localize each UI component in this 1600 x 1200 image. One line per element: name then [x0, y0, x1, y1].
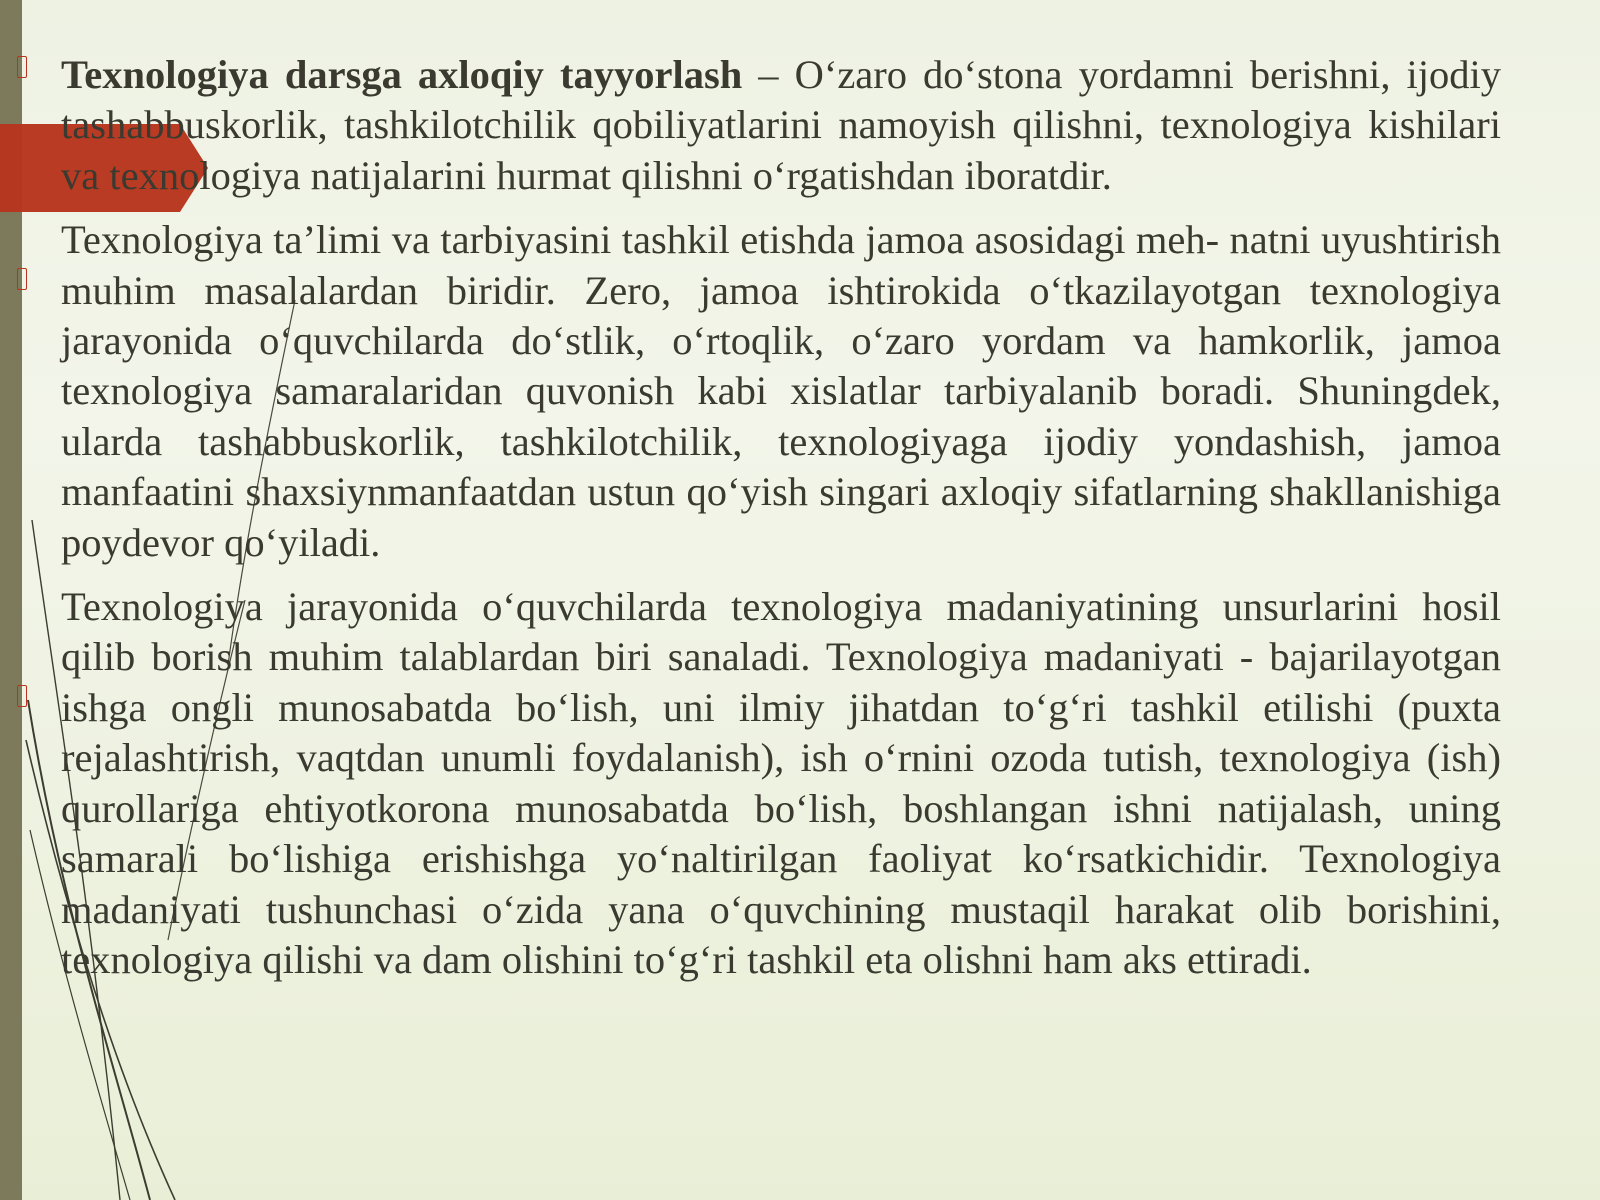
paragraph-1-text: – O‘zaro do‘stona yordamni berishni, ijodiy tashabbuskorlik, tashkilotchilik qobiliyatlarini namoyish qilishni, texnologiya kishilari va texnologiya natijalarini hurmat qilishni o‘rgatishdan iboratdir. [61, 52, 1501, 198]
paragraph-3-text: Texnologiya jarayonida o‘quvchilarda texnologiya madaniyatining unsurlarini hosil qilib borish muhim talablardan biri sanaladi. Texnologiya madaniyati - bajarilayotgan ishga ongli munosabatda bo‘lish, uni ilmiy jihatdan to‘g‘ri tashkil etilishi (puxta rejalashtirish, vaqtdan unumli foydalanish), ish o‘rnini ozoda tutish, texnologiya (ish) qurollariga ehtiyotkorona munosabatda bo‘lish, boshlangan ishni natijalash, uning samarali bo‘lishiga erishishga yo‘naltirilgan faoliyat ko‘rsatkichidir. Texnologiya madaniyati tushunchasi o‘zida yana o‘quvchining mustaqil harakat olib borishini, texnologiya qilishi va dam olishini to‘g‘ri tashkil eta olishni ham aks ettiradi. [61, 584, 1501, 982]
paragraph-1-heading: Texnologiya darsga axloqiy tayyorlash [61, 52, 743, 97]
slide-body [61, 50, 1501, 999]
bullet-icon [17, 685, 27, 707]
bullet-icon [17, 268, 27, 290]
paragraph-2-text: Texnologiya ta’limi va tarbiyasini tashkil etishda jamoa asosidagi meh- natni uyushtirish muhim masalalardan biridir. Zero, jamoa ishtirokida o‘tkazilayotgan texnologiya jarayonida o‘quvchilarda do‘stlik, o‘rtoqlik, o‘zaro yordam va hamkorlik, jamoa texnologiya samaralaridan quvonish kabi xislatlar tarbiyalanib boradi. Shuningdek, ularda tashabbuskorlik, tashkilotchilik, texnologiyaga ijodiy yondashish, jamoa manfaatini shaxsiynmanfaatdan ustun qo‘yish singari axloqiy sifatlarning shakllanishiga poydevor qo‘yiladi. [61, 217, 1501, 565]
paragraph-3 [61, 582, 1501, 985]
paragraph-1 [61, 50, 1501, 201]
paragraph-2 [61, 215, 1501, 568]
bullet-icon [17, 56, 27, 78]
